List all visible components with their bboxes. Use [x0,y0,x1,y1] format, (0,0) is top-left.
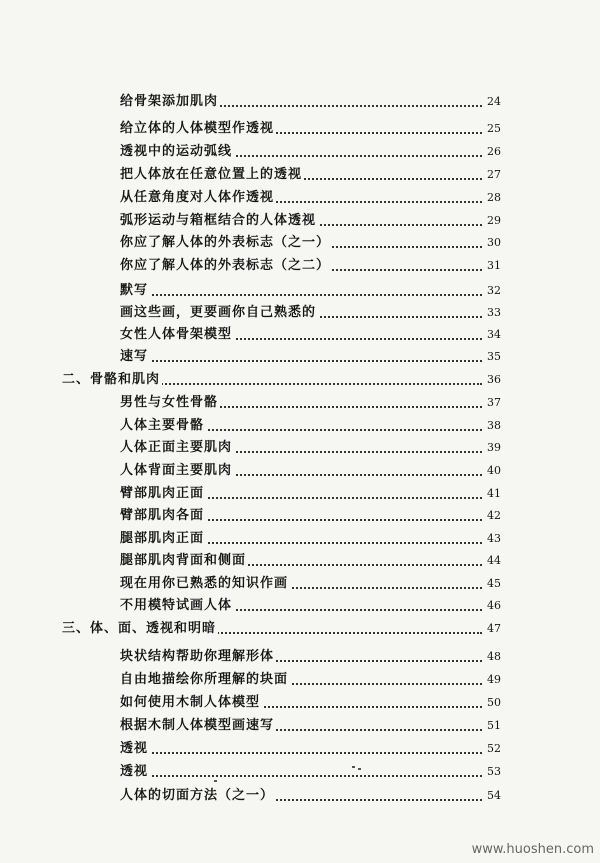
scan-speck [352,766,355,768]
toc-entry-title: 男性与女性骨骼 [120,393,220,413]
toc-entry-title: 人体的切面方法（之一） [120,786,276,806]
toc-entry-title: 你应了解人体的外表标志（之二） [120,256,332,276]
scan-speck [358,768,361,770]
toc-entry [0,416,600,438]
toc-entry-title: 把人体放在任意位置上的透视 [120,165,304,185]
toc-entry [0,739,600,761]
toc-page-number: 44 [487,554,501,567]
toc-entry-title: 块状结构帮助你理解形体 [120,647,276,667]
toc-page-number: 43 [487,532,501,545]
toc-entry-title: 速写 [120,347,150,367]
toc-page-number: 38 [487,419,501,432]
toc-entry [0,461,600,483]
toc-page-number: 39 [487,441,501,454]
toc-page-number: 25 [487,122,501,135]
toc-entry [0,142,600,164]
toc-entry-title: 自由地描绘你所理解的块面 [120,670,290,690]
toc-entry [0,188,600,210]
toc-page-number: 33 [487,306,501,319]
toc-entry-title: 人体背面主要肌肉 [120,461,234,481]
toc-entry [0,484,600,506]
toc-page-number: 48 [487,650,501,663]
toc-page-number: 26 [487,145,501,158]
toc-page-number: 40 [487,464,501,477]
toc-entry [0,693,600,715]
toc-page-number: 32 [487,284,501,297]
toc-entry-title: 人体正面主要肌肉 [120,438,234,458]
toc-page-number: 29 [487,214,501,227]
toc-entry-title: 你应了解人体的外表标志（之一） [120,233,332,253]
toc-entry-title: 从任意角度对人体作透视 [120,188,276,208]
toc-page-number: 24 [487,95,501,108]
toc-section-heading [0,619,600,641]
toc-entry-title: 根据木制人体模型画速写 [120,716,276,736]
toc-entry [0,281,600,303]
toc-leader-dots [120,294,482,296]
toc-entry-title: 给骨架添加肌肉 [120,92,220,112]
toc-entry-title: 人体主要骨骼 [120,416,206,436]
toc-entry-title: 默写 [120,281,150,301]
toc-leader-dots [120,775,482,777]
toc-entry [0,506,600,528]
toc-entry-title: 如何使用木制人体模型 [120,693,262,713]
toc-leader-dots [120,752,482,754]
toc-page-number: 49 [487,673,501,686]
toc-entry [0,256,600,278]
toc-entry [0,393,600,415]
footer-watermark-url: www.huoshen.com [471,842,594,857]
toc-page-number: 41 [487,487,501,500]
toc-page-number: 37 [487,396,501,409]
toc-page-number: 46 [487,599,501,612]
toc-section-heading [0,370,600,392]
toc-entry-title: 臂部肌肉各面 [120,506,206,526]
toc-page-number: 50 [487,696,501,709]
toc-entry [0,92,600,114]
toc-page-number: 52 [487,742,501,755]
toc-page-number: 31 [487,259,501,272]
toc-entry [0,165,600,187]
toc-entry-title: 透视中的运动弧线 [120,142,234,162]
toc-page-number: 27 [487,168,501,181]
toc-entry [0,347,600,369]
toc-entry-title: 臂部肌肉正面 [120,484,206,504]
toc-entry [0,233,600,255]
toc-page-number: 35 [487,350,501,363]
toc-entry-title: 腿部肌肉正面 [120,529,206,549]
toc-entry [0,325,600,347]
toc-entry [0,438,600,460]
toc-page-number: 30 [487,236,501,249]
toc-page-number: 36 [487,373,501,386]
toc-entry-title: 不用模特试画人体 [120,596,234,616]
toc-entry-title: 二、骨骼和肌肉 [62,370,162,390]
toc-entry-title: 弧形运动与箱框结合的人体透视 [120,211,318,231]
toc-entry [0,670,600,692]
toc-page-number: 47 [487,622,501,635]
toc-entry [0,211,600,233]
toc-leader-dots [120,360,482,362]
toc-page-number: 53 [487,765,501,778]
toc-page-number: 54 [487,789,501,802]
toc-page-number: 34 [487,328,501,341]
toc-page-number: 45 [487,577,501,590]
toc-entry [0,551,600,573]
toc-entry-title: 腿部肌肉背面和侧面 [120,551,248,571]
toc-entry-title: 透视 [120,739,150,759]
toc-entry [0,119,600,141]
toc-entry-title: 画这些画，更要画你自己熟悉的 [120,303,318,323]
toc-entry-title: 给立体的人体模型作透视 [120,119,276,139]
toc-entry [0,303,600,325]
toc-entry-title: 透视 [120,762,150,782]
toc-entry [0,647,600,669]
toc-page-number: 28 [487,191,501,204]
toc-page-number: 51 [487,719,501,732]
toc-entry-title: 女性人体骨架模型 [120,325,234,345]
toc-entry [0,762,600,784]
toc-page-number: 42 [487,509,501,522]
toc-entry [0,716,600,738]
scan-speck [214,780,217,782]
toc-entry [0,786,600,808]
toc-entry [0,574,600,596]
toc-entry [0,529,600,551]
toc-entry-title: 三、体、面、透视和明暗 [62,619,218,639]
toc-entry-title: 现在用你已熟悉的知识作画 [120,574,290,594]
toc-entry [0,596,600,618]
